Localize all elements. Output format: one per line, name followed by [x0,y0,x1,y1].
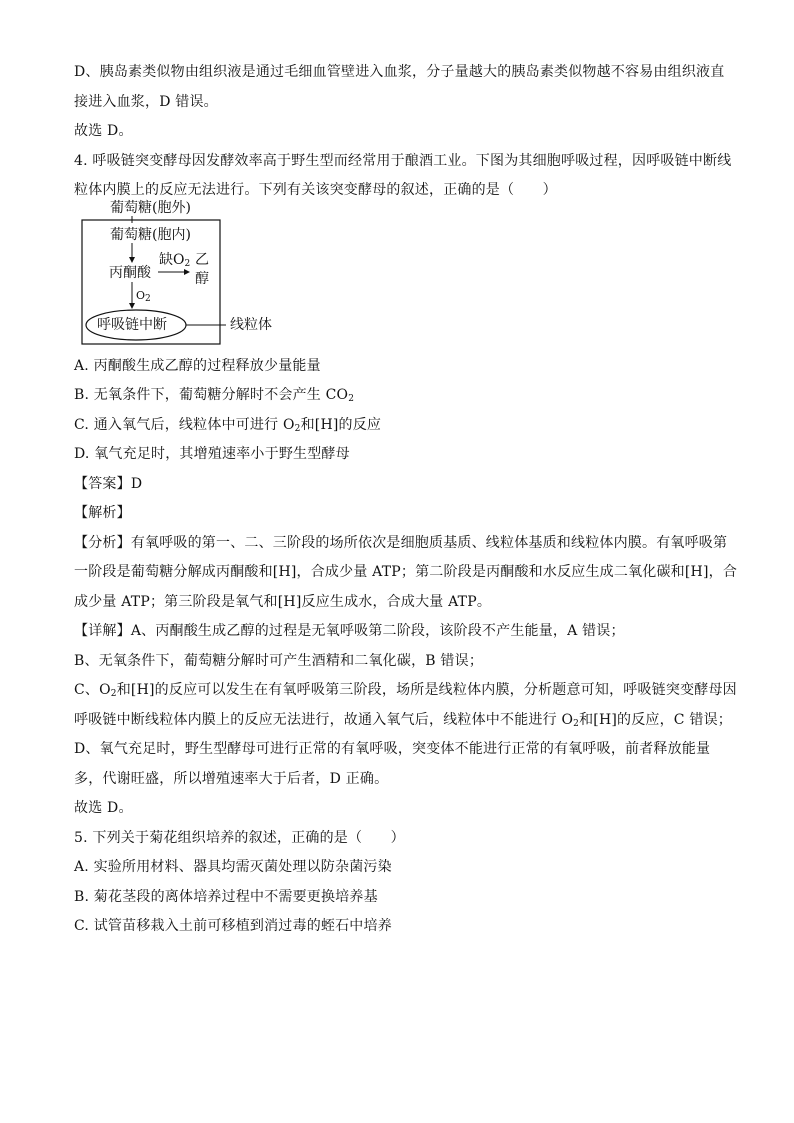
q4-stem-line2: 粒体内膜上的反应无法进行。下列有关该突变酵母的叙述，正确的是（ ） [74,182,557,198]
xiangjie-tag: 【详解】 [74,623,131,639]
glucose-outside-label: 葡萄糖(胞外) [110,199,191,216]
fenxi-tag: 【分析】 [74,534,131,551]
q4-xiangjie-d2: 多，代谢旺盛，所以增殖速率大于后者，D 正确。 [74,770,389,787]
ethanol-label-2: 醇 [195,270,209,287]
q5-option-c: C. 试管苗移栽入土前可移植到消过毒的蛭石中培养 [74,918,392,934]
q4-xiangjie-b: B、无氧条件下，葡萄糖分解时可产生酒精和二氧化碳，B 错误； [74,652,484,669]
q4-xiangjie-a: 【详解】A、丙酮酸生成乙醇的过程是无氧呼吸第二阶段，该阶段不产生能量，A 错误； [74,623,625,639]
document-page [74,58,738,942]
chain-broken-label: 呼吸链中断 [97,316,167,333]
q4-option-c: C. 通入氧气后，线粒体中可进行 $O_2$和[H]的反应 [74,416,382,434]
q4-analysis-tag: 【解析】 [74,505,131,521]
ethanol-label-1: 乙 [195,251,209,268]
q4-xiangjie-d1: D、氧气充足时，野生型酵母可进行正常的有氧呼吸，突变体不能进行正常的有氧呼吸，前者释放能量 [74,741,711,757]
q4-option-a: A. 丙酮酸生成乙醇的过程释放少量能量 [74,357,321,374]
answer-tag: 【答案】 [74,475,131,492]
answer-value: D [130,475,143,492]
q4-answer [74,470,724,500]
mitochondria-label: 线粒体 [230,316,272,333]
prev-option-d-line2: 接进入血浆，D 错误。 [74,93,218,110]
q4-stem-line1: 4. 呼吸链突变酵母因发酵效率高于野生型而经常用于酿酒工业。下图为其细胞呼吸过程，因呼吸链中断线 [74,152,732,169]
q4-xiangjie-c2: 呼吸链中断线粒体内膜上的反应无法进行，故通入氧气后，线粒体中不能进行 $O_2$和[H]的反应，C 错误； [74,711,732,729]
pyruvate-label: 丙酮酸 [109,264,151,281]
q5-option-a: A. 实验所用材料、器具均需灭菌处理以防杂菌污染 [74,859,392,875]
q4-conclusion: 故选 D。 [74,800,133,816]
prev-conclusion: 故选 D。 [74,123,133,139]
lack-oxygen-label: 缺$O_2$ [159,251,191,269]
q5-option-b: B. 菊花茎段的离体培养过程中不需要更换培养基 [74,888,378,905]
respiration-diagram [74,200,374,350]
oxygen-label: $O_2$ [136,288,151,304]
q4-fenxi-3: 成少量 ATP；第三阶段是氧气和[H]反应生成水，合成大量 ATP。 [74,593,492,610]
q4-xiangjie-c1: C、$O_2$和[H]的反应可以发生在有氧呼吸第三阶段，场所是线粒体内膜，分析题意可知，呼吸链突变酵母因 [74,682,737,699]
q4-fenxi-1: 【分析】有氧呼吸的第一、二、三阶段的场所依次是细胞质基质、线粒体基质和线粒体内膜。有氧呼吸第 [74,534,728,551]
q5-stem: 5. 下列关于菊花组织培养的叙述，正确的是（ ） [74,829,405,846]
q4-option-b: B. 无氧条件下，葡萄糖分解时不会产生 $CO_2$ [74,387,355,404]
glucose-inside-label: 葡萄糖(胞内) [110,226,191,243]
q4-option-d: D. 氧气充足时，其增殖速率小于野生型酵母 [74,446,350,462]
q4-fenxi-2: 一阶段是葡萄糖分解成丙酮酸和[H]，合成少量 ATP；第二阶段是丙酮酸和水反应生成二氧化碳和[H]，合 [74,564,738,580]
prev-option-d-line1: D、胰岛素类似物由组织液是通过毛细血管壁进入血浆，分子量越大的胰岛素类似物越不容易由组织液直 [74,64,725,80]
